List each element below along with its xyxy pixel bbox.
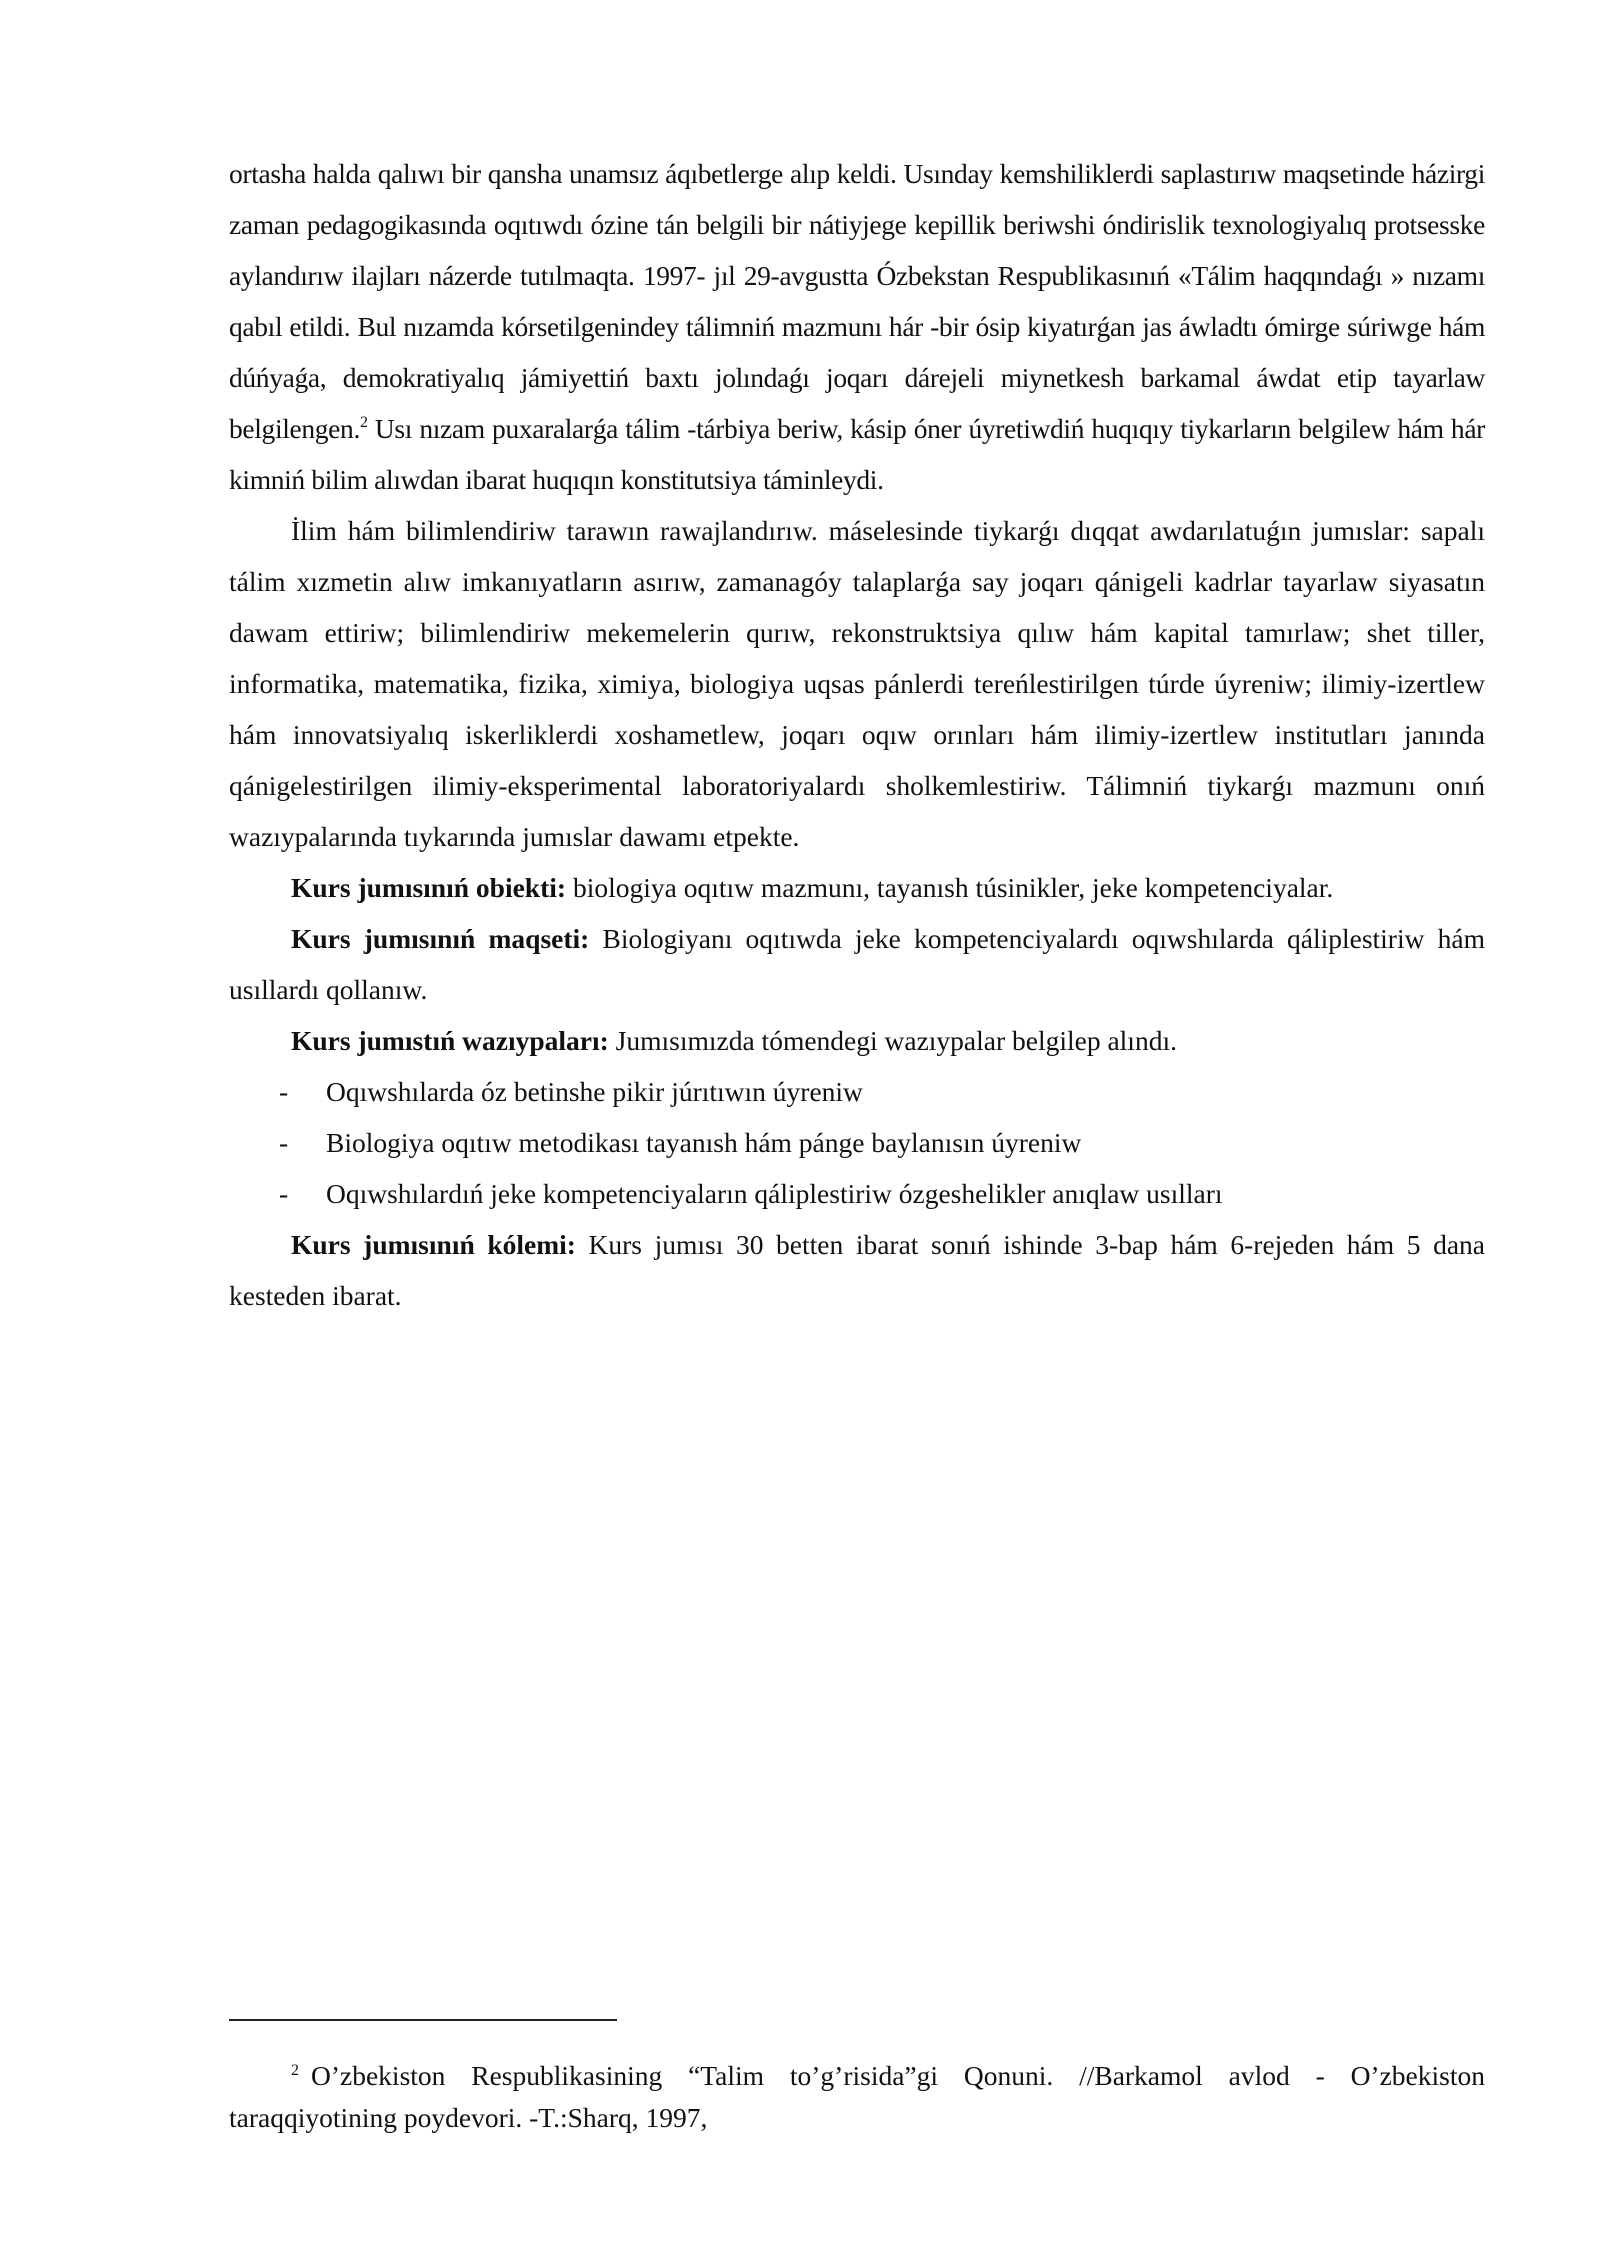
paragraph-law-continuation: Usı nızam puxaralarǵa tálim -tárbiya beriw, kásip óner úyretiwdiń huqıqıy tiykarların belgilew hám hár kimniń bilim alıwdan ibarat huqıqın konstitutsiya táminleydi. bbox=[229, 413, 1485, 495]
course-object bbox=[229, 862, 1485, 913]
course-tasks bbox=[229, 1015, 1485, 1066]
footnote-reference[interactable]: 2 bbox=[359, 414, 368, 431]
list-item bbox=[229, 1117, 1485, 1168]
course-volume bbox=[229, 1219, 1485, 1321]
paragraph-law-text: ortasha halda qalıwı bir qansha unamsız áqıbetlerge alıp keldi. Usınday kemshiliklerdi saplastırıw maqsetinde házirgi zaman pedagogikasında oqıtıwdı ózine tán belgili bir nátiyjege kepillik beriwshi óndirislik texnologiyalıq protsesske aylandırıw ilajları názerde tutılmaqta. 1997- jıl 29-avgustta Ózbekstan Respublikasınıń «Tálim haqqındaǵı » nızamı qabıl etildi. Bul nızamda kórsetilgenindey tálimniń mazmunı hár -bir ósip kiyatırǵan jas áwladtı ómirge súriwge hám dúńyaǵa, demokratiyalıq jámiyettiń baxtı jolındaǵı joqarı dárejeli miynetkesh barkamal áwdat etip tayarlaw belgilengen. bbox=[229, 158, 1485, 444]
list-item bbox=[229, 1168, 1485, 1219]
footnote bbox=[229, 2055, 1485, 2139]
document-body bbox=[229, 148, 1485, 1321]
paragraph-science-development: İlim hám bilimlendiriw tarawın rawajlandırıw. máselesinde tiykarǵı dıqqat awdarılatuǵın jumıslar: sapalı tálim xızmetin alıw imkanıyatların asırıw, zamanagóy talaplarǵa say joqarı qánigeli kadrlar tayarlaw siyasatın dawam ettiriw; bilimlendiriw mekemelerin qurıw, rekonstruktsiya qılıw hám kapital tamırlaw; shet tiller, informatika, matematika, fizika, ximiya, biologiya uqsas pánlerdi tereńlestirilgen túrde úyreniw; ilimiy-izertlew hám innovatsiyalıq iskerliklerdi xoshametlew, joqarı oqıw orınları hám ilimiy-izertlew institutları janında qánigelestirilgen ilimiy-eksperimental laboratoriyalardı sholkemlestiriw. Tálimniń tiykarǵı mazmunı onıń wazıypalarında tıykarında jumıslar dawamı etpekte. bbox=[229, 515, 1485, 852]
course-goal-label: Kurs jumısınıń maqseti: bbox=[291, 923, 590, 954]
list-item-text: Oqıwshılardıń jeke kompetenciyaların qáliplestiriw ózgeshelikler anıqlaw usılları bbox=[326, 1178, 1223, 1209]
paragraph-law bbox=[229, 148, 1485, 505]
course-tasks-text: Jumısımızda tómendegi wazıypalar belgilep alındı. bbox=[608, 1025, 1177, 1056]
course-object-text: biologiya oqıtıw mazmunı, tayanısh túsinikler, jeke kompetenciyalar. bbox=[566, 872, 1334, 903]
footnote-text: O’zbekiston Respublikasining “Talim to’g’risida”gi Qonuni. //Barkamol avlod - O’zbekiston taraqqiyotining poydevori. -T.:Sharq, 1997, bbox=[229, 2059, 1485, 2133]
list-bullet-dash: - bbox=[279, 1076, 289, 1107]
list-bullet-dash: - bbox=[279, 1127, 289, 1158]
course-volume-text: Kurs jumısı 30 betten ibarat sonıń ishinde 3-bap hám 6-rejeden hám 5 dana kesteden ibarat. bbox=[229, 1229, 1485, 1311]
course-goal bbox=[229, 913, 1485, 1015]
course-tasks-label: Kurs jumıstıń wazıypaları: bbox=[291, 1025, 609, 1056]
list-bullet-dash: - bbox=[279, 1178, 289, 1209]
list-item bbox=[229, 1066, 1485, 1117]
footnote-number: 2 bbox=[291, 2061, 299, 2079]
course-object-label: Kurs jumısınıń obiekti: bbox=[291, 872, 567, 903]
footnote-separator bbox=[229, 2019, 617, 2021]
course-goal-text: Biologiyanı oqıtıwda jeke kompetenciyalardı oqıwshılarda qáliplestiriw hám usıllardı qollanıw. bbox=[229, 923, 1485, 1005]
list-item-text: Biologiya oqıtıw metodikası tayanısh hám pánge baylanısın úyreniw bbox=[326, 1127, 1082, 1158]
course-volume-label: Kurs jumısınıń kólemi: bbox=[291, 1229, 576, 1260]
list-item-text: Oqıwshılarda óz betinshe pikir júrıtıwın úyreniw bbox=[326, 1076, 863, 1107]
